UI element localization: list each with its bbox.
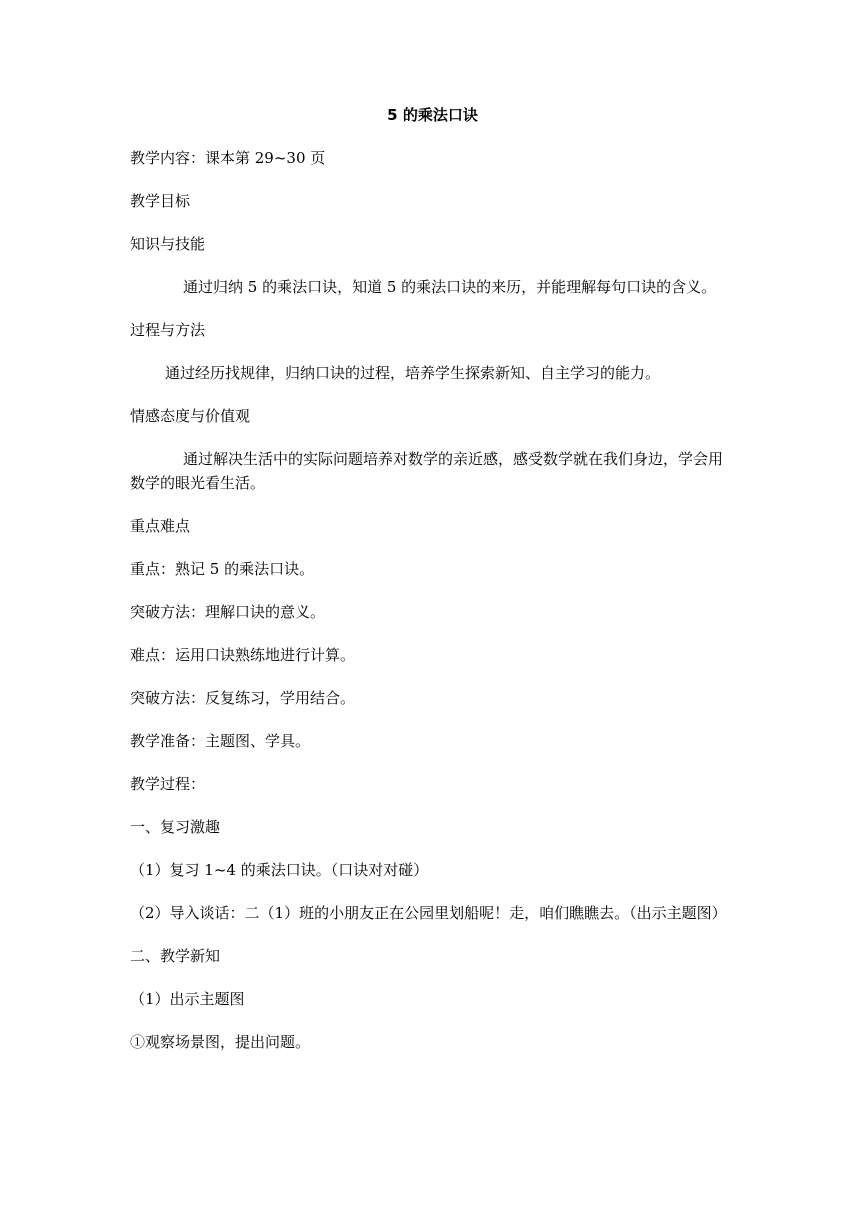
- paragraph-key-point: 重点：熟记 5 的乘法口诀。: [130, 560, 315, 578]
- paragraph-process-methods: 通过经历找规律，归纳口诀的过程，培养学生探索新知、自主学习的能力。: [165, 364, 661, 382]
- paragraph-teaching-preparation: 教学准备：主题图、学具。: [130, 732, 311, 750]
- heading-teaching-goals: 教学目标: [130, 192, 191, 210]
- paragraph-show-theme-image: （1）出示主题图: [130, 990, 245, 1008]
- heading-review: 一、复习激趣: [130, 818, 221, 836]
- paragraph-review-item-1: （1）复习 1~4 的乘法口诀。（口诀对对碰）: [130, 861, 429, 879]
- document-title: 5 的乘法口诀: [387, 106, 478, 124]
- heading-teaching-process: 教学过程：: [130, 775, 206, 793]
- paragraph-review-item-2: （2）导入谈话：二（1）班的小朋友正在公园里划船呢！走，咱们瞧瞧去。（出示主题图）: [130, 904, 727, 922]
- paragraph-difficult-point: 难点：运用口诀熟练地进行计算。: [130, 646, 356, 664]
- heading-new-knowledge: 二、教学新知: [130, 947, 221, 965]
- heading-emotion-values: 情感态度与价值观: [130, 407, 251, 425]
- heading-key-difficult-points: 重点难点: [130, 517, 191, 535]
- document-body: [130, 103, 735, 1073]
- paragraph-emotion-values: 通过解决生活中的实际问题培养对数学的亲近感，感受数学就在我们身边，学会用数学的眼光看生活。: [130, 450, 724, 492]
- paragraph-teaching-content: 教学内容：课本第 29~30 页: [130, 149, 326, 167]
- paragraph-breakthrough-method-1: 突破方法：理解口诀的意义。: [130, 603, 326, 621]
- paragraph-observe-scene: ①观察场景图，提出问题。: [130, 1033, 311, 1051]
- paragraph-knowledge-skills: 通过归纳 5 的乘法口诀，知道 5 的乘法口诀的来历，并能理解每句口诀的含义。: [183, 278, 717, 296]
- heading-process-methods: 过程与方法: [130, 321, 206, 339]
- paragraph-breakthrough-method-2: 突破方法：反复练习，学用结合。: [130, 689, 356, 707]
- heading-knowledge-skills: 知识与技能: [130, 235, 206, 253]
